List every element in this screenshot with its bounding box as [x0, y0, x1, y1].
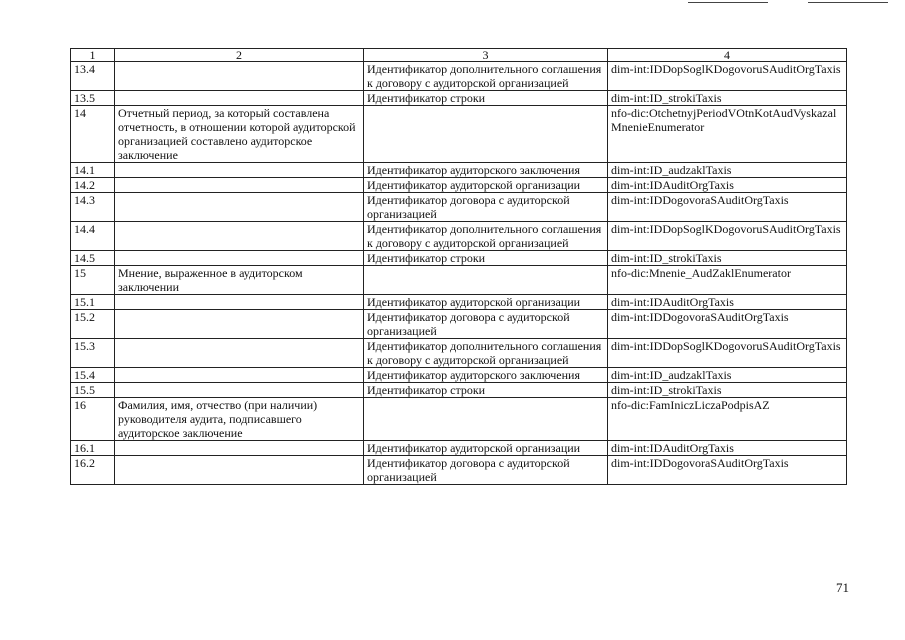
row-identifier: Идентификатор аудиторского заключения: [364, 163, 608, 178]
table-row: [71, 368, 847, 383]
row-code: nfo-dic:OtchetnyjPeriodVOtnKotAudVyskazalMnenieEnumerator: [608, 106, 847, 163]
row-code: dim-int:ID_audzaklTaxis: [608, 163, 847, 178]
row-code: dim-int:ID_strokiTaxis: [608, 91, 847, 106]
row-name: [115, 178, 364, 193]
table-row: [71, 398, 847, 441]
row-identifier: Идентификатор аудиторской организации: [364, 295, 608, 310]
row-name: [115, 383, 364, 398]
table-row: [71, 295, 847, 310]
row-number: 15.2: [71, 310, 115, 339]
table-row: [71, 310, 847, 339]
row-identifier: Идентификатор строки: [364, 91, 608, 106]
row-name: [115, 310, 364, 339]
row-code: dim-int:IDAuditOrgTaxis: [608, 178, 847, 193]
row-identifier: Идентификатор дополнительного соглашения к договору с аудиторской организацией: [364, 339, 608, 368]
row-name: Отчетный период, за который составлена отчетность, в отношении которой аудиторской организацией составлено аудиторское заключение: [115, 106, 364, 163]
row-identifier: [364, 398, 608, 441]
row-code: dim-int:ID_audzaklTaxis: [608, 368, 847, 383]
column-header-2: 2: [115, 49, 364, 62]
row-code: dim-int:IDDogovoraSAuditOrgTaxis: [608, 310, 847, 339]
table-row: [71, 178, 847, 193]
page-number: 71: [836, 580, 849, 595]
table-body: [71, 62, 847, 485]
header-row: [71, 49, 847, 62]
row-number: 15: [71, 266, 115, 295]
row-name: [115, 91, 364, 106]
row-identifier: Идентификатор строки: [364, 251, 608, 266]
row-number: 14.5: [71, 251, 115, 266]
row-number: 14.4: [71, 222, 115, 251]
column-header-1: 1: [71, 49, 115, 62]
row-identifier: Идентификатор дополнительного соглашения к договору с аудиторской организацией: [364, 62, 608, 91]
row-number: 14: [71, 106, 115, 163]
row-name: Мнение, выраженное в аудиторском заключении: [115, 266, 364, 295]
row-identifier: Идентификатор договора с аудиторской организацией: [364, 193, 608, 222]
row-code: dim-int:IDAuditOrgTaxis: [608, 295, 847, 310]
row-name: [115, 163, 364, 178]
row-code: dim-int:IDDopSoglKDogovoruSAuditOrgTaxis: [608, 339, 847, 368]
table-row: [71, 339, 847, 368]
table-row: [71, 62, 847, 91]
row-number: 16.1: [71, 441, 115, 456]
row-number: 13.4: [71, 62, 115, 91]
row-code: dim-int:IDDogovoraSAuditOrgTaxis: [608, 193, 847, 222]
row-name: [115, 193, 364, 222]
table-row: [71, 441, 847, 456]
row-name: [115, 62, 364, 91]
column-header-3: 3: [364, 49, 608, 62]
row-number: 16.2: [71, 456, 115, 485]
row-identifier: Идентификатор аудиторской организации: [364, 441, 608, 456]
row-number: 13.5: [71, 91, 115, 106]
taxonomy-table: [70, 48, 847, 485]
row-name: [115, 368, 364, 383]
header-rule-left: [688, 2, 768, 3]
table-row: [71, 222, 847, 251]
row-name: [115, 295, 364, 310]
row-number: 14.3: [71, 193, 115, 222]
row-code: dim-int:ID_strokiTaxis: [608, 383, 847, 398]
table-row: [71, 163, 847, 178]
row-identifier: [364, 106, 608, 163]
header-rule-right: [808, 2, 888, 3]
table-row: [71, 456, 847, 485]
row-number: 14.2: [71, 178, 115, 193]
row-code: dim-int:IDAuditOrgTaxis: [608, 441, 847, 456]
column-header-4: 4: [608, 49, 847, 62]
row-name: [115, 339, 364, 368]
row-name: Фамилия, имя, отчество (при наличии) руководителя аудита, подписавшего аудиторское заключение: [115, 398, 364, 441]
row-identifier: Идентификатор договора с аудиторской организацией: [364, 456, 608, 485]
row-name: [115, 251, 364, 266]
row-identifier: [364, 266, 608, 295]
row-identifier: Идентификатор дополнительного соглашения к договору с аудиторской организацией: [364, 222, 608, 251]
row-code: nfo-dic:FamIniczLiczaPodpisAZ: [608, 398, 847, 441]
row-identifier: Идентификатор аудиторского заключения: [364, 368, 608, 383]
table-row: [71, 193, 847, 222]
row-identifier: Идентификатор договора с аудиторской организацией: [364, 310, 608, 339]
row-number: 15.4: [71, 368, 115, 383]
row-number: 14.1: [71, 163, 115, 178]
table-row: [71, 383, 847, 398]
table-row: [71, 251, 847, 266]
table-row: [71, 106, 847, 163]
row-number: 15.5: [71, 383, 115, 398]
row-code: dim-int:IDDopSoglKDogovoruSAuditOrgTaxis: [608, 222, 847, 251]
row-identifier: Идентификатор строки: [364, 383, 608, 398]
row-identifier: Идентификатор аудиторской организации: [364, 178, 608, 193]
row-number: 15.3: [71, 339, 115, 368]
row-name: [115, 456, 364, 485]
row-code: nfo-dic:Mnenie_AudZaklEnumerator: [608, 266, 847, 295]
row-number: 15.1: [71, 295, 115, 310]
row-code: dim-int:ID_strokiTaxis: [608, 251, 847, 266]
row-name: [115, 222, 364, 251]
table-row: [71, 91, 847, 106]
row-code: dim-int:IDDogovoraSAuditOrgTaxis: [608, 456, 847, 485]
row-code: dim-int:IDDopSoglKDogovoruSAuditOrgTaxis: [608, 62, 847, 91]
row-name: [115, 441, 364, 456]
table-row: [71, 266, 847, 295]
row-number: 16: [71, 398, 115, 441]
